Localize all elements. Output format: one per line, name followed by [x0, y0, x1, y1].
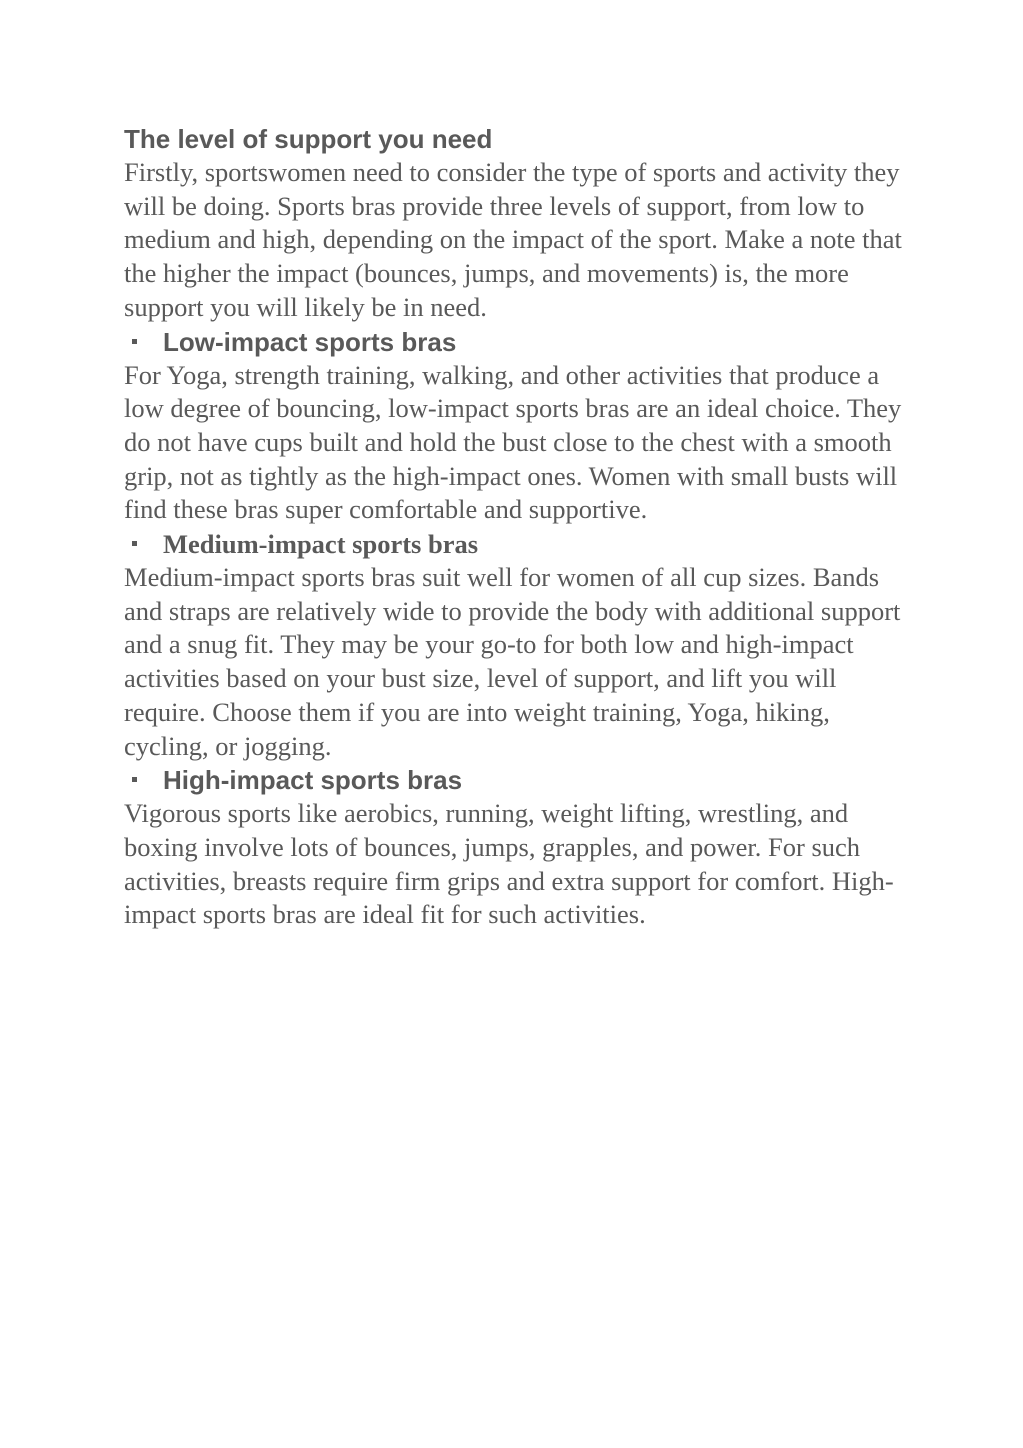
main-heading: The level of support you need — [124, 124, 493, 154]
section-high-impact-heading — [124, 763, 914, 797]
high-impact-heading-label: High-impact sports bras — [163, 765, 463, 796]
square-bullet-icon — [132, 339, 137, 344]
high-impact-paragraph: Vigorous sports like aerobics, running, weight lifting, wrestling, and boxing involve lots of bounces, jumps, grapples, and power. For such activities, breasts require firm grips and extra support for comfort. High-impact sports bras are ideal fit for such activities. — [124, 798, 894, 930]
square-bullet-icon — [132, 541, 137, 546]
square-bullet-icon — [132, 777, 137, 782]
section-low-impact-heading — [124, 325, 914, 359]
medium-impact-heading-label: Medium-impact sports bras — [163, 529, 479, 560]
medium-impact-paragraph: Medium-impact sports bras suit well for women of all cup sizes. Bands and straps are relatively wide to provide the body with additional support and a snug fit. They may be your go-to for both low and high-impact activities based on your bust size, level of support, and lift you will require. Choose them if you are into weight training, Yoga, hiking, cycling, or jogging. — [124, 562, 901, 761]
document-page — [124, 122, 914, 932]
low-impact-paragraph: For Yoga, strength training, walking, and other activities that produce a low degree of bouncing, low-impact sports bras are an ideal choice. They do not have cups built and hold the bust close to the chest with a smooth grip, not as tightly as the high-impact ones. Women with small busts will find these bras super comfortable and supportive. — [124, 359, 902, 525]
intro-paragraph: Firstly, sportswomen need to consider the type of sports and activity they will be doing. Sports bras provide three levels of support, from low to medium and high, depending on the impact of the sport. Make a note that the higher the impact (bounces, jumps, and movements) is, the more support you will likely be in need. — [124, 157, 902, 322]
low-impact-heading-label: Low-impact sports bras — [163, 326, 457, 357]
section-medium-impact-heading — [124, 527, 914, 561]
